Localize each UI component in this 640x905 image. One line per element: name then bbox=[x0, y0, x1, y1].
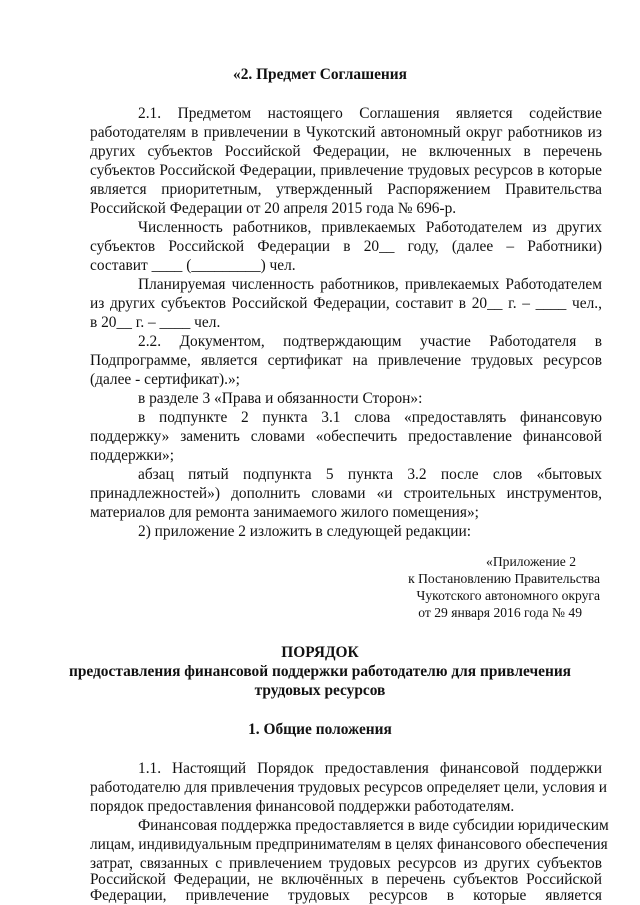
text-line: в подпункте 2 пункта 3.1 слова «предоставлять финансовую bbox=[138, 409, 602, 426]
text-line: субъектов Российской Федерации, привлечение трудовых ресурсов в которые bbox=[90, 162, 602, 179]
order-title: ПОРЯДОК bbox=[281, 644, 359, 661]
text-line: порядок предоставления финансовой поддержки работодателям. bbox=[90, 798, 515, 815]
text-line: 1.1. Настоящий Порядок предоставления финансовой поддержки bbox=[138, 760, 602, 777]
text-line: работодателям в привлечении в Чукотский автономный округ работников из bbox=[90, 124, 602, 141]
text-line: (далее - сертификат).»; bbox=[90, 371, 240, 388]
text-line: абзац пятый подпункта 5 пункта 3.2 после слов «бытовых bbox=[138, 466, 602, 483]
order-subtitle: трудовых ресурсов bbox=[254, 682, 386, 699]
order-subtitle: предоставления финансовой поддержки работодателю для привлечения bbox=[68, 663, 572, 680]
text-line: в разделе 3 «Права и обязанности Сторон»: bbox=[138, 390, 423, 407]
text-line: Федерации, привлечение трудовых ресурсов в которые является bbox=[90, 887, 602, 904]
appendix-line: к Постановлению Правительства bbox=[408, 571, 600, 586]
text-line: поддержку» заменить словами «обеспечить предоставление финансовой bbox=[90, 428, 602, 445]
text-line: принадлежностей») дополнить словами «и строительных инструментов, bbox=[90, 485, 602, 502]
text-line: составит ____ (_________) чел. bbox=[90, 257, 296, 274]
text-line: Финансовая поддержка предоставляется в виде субсидии юридическим bbox=[138, 817, 609, 834]
text-line: 2.1. Предметом настоящего Соглашения является содействие bbox=[138, 105, 602, 122]
appendix-line: от 29 января 2016 года № 49 bbox=[418, 605, 582, 620]
text-line: Подпрограмме, является сертификат на привлечение трудовых ресурсов bbox=[90, 352, 602, 369]
text-line: материалов для ремонта занимаемого жилого помещения»; bbox=[90, 504, 479, 521]
text-line: Российской Федерации от 20 апреля 2015 года № 696-р. bbox=[90, 200, 457, 217]
text-line: 2.2. Документом, подтверждающим участие Работодателя в bbox=[138, 333, 602, 350]
text-line: Планируемая численность работников, привлекаемых Работодателем bbox=[138, 276, 602, 293]
text-line: работодателю для привлечения трудовых ресурсов определяет цели, условия и bbox=[90, 779, 607, 796]
text-line: Численность работников, привлекаемых Работодателем из других bbox=[138, 219, 602, 236]
text-line: других субъектов Российской Федерации, не включенных в перечень bbox=[90, 143, 602, 160]
section-1-heading: 1. Общие положения bbox=[248, 721, 392, 738]
appendix-line: Чукотского автономного округа bbox=[416, 588, 600, 603]
text-line: в 20__ г. – ____ чел. bbox=[90, 314, 221, 331]
appendix-line: «Приложение 2 bbox=[486, 554, 576, 569]
text-line: из других субъектов Российской Федерации, составит в 20__ г. – ____ чел., bbox=[90, 295, 602, 312]
text-line: затрат, связанных с привлечением трудовых ресурсов из других субъектов bbox=[90, 855, 602, 872]
section-2-heading: «2. Предмет Соглашения bbox=[233, 66, 407, 83]
text-line: поддержки»; bbox=[90, 447, 174, 464]
text-line: лицам, индивидуальным предпринимателям в целях финансового обеспечения bbox=[90, 836, 608, 853]
text-line: 2) приложение 2 изложить в следующей редакции: bbox=[138, 523, 472, 540]
text-line: субъектов Российской Федерации в 20__ году, (далее – Работники) bbox=[90, 238, 602, 255]
text-line: является приоритетным, утвержденный Распоряжением Правительства bbox=[90, 181, 602, 198]
text-line: Российской Федерации, не включённых в перечень субъектов Российской bbox=[90, 871, 602, 888]
